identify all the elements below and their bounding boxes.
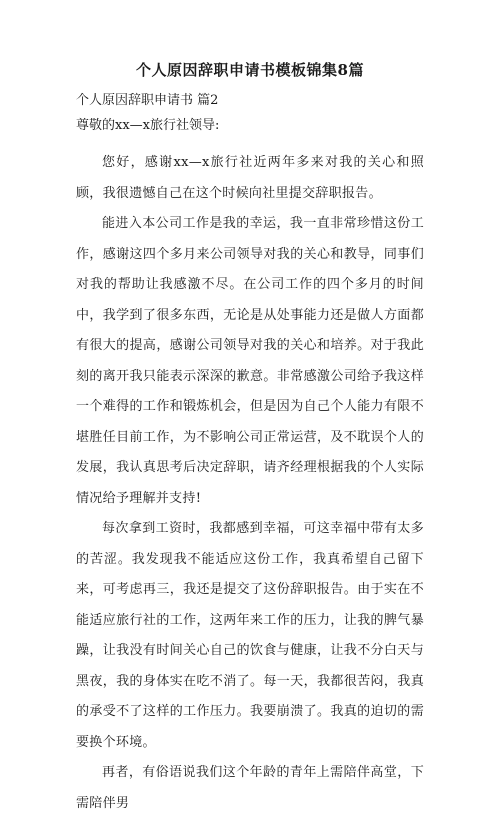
document-title: 个人原因辞职申请书模板锦集8篇 (136, 61, 364, 79)
paragraph-family: 再者，有俗语说我们这个年龄的青年上需陪伴高堂，下需陪伴男 (76, 765, 424, 811)
paragraph-reasons: 每次拿到工资时，我都感到幸福，可这幸福中带有太多的苦涩。我发现我不能适应这份工作，我真希望自己留下来，可考虑再三，我还是提交了这份辞职报告。由于实在不能适应旅行社的工作，这两年来工作的压力，让我的脾气暴躁，让我没有时间关心自己的饮食与健康，让我不分白天与黑夜，我的身体实在吃不消了。每一天，我都很苦闷，我真的承受不了这样的工作压力。我要崩溃了。我真的迫切的需要换个环境。 (76, 521, 424, 750)
paragraph-greeting: 您好，感谢xx—x旅行社近两年多来对我的关心和照顾，我很遗憾自己在这个时候向社里提交辞职报告。 (76, 155, 424, 201)
document-subtitle: 个人原因辞职申请书 篇2 (76, 93, 219, 108)
salutation: 尊敬的xx—x旅行社领导: (76, 118, 220, 133)
paragraph-gratitude: 能进入本公司工作是我的幸运，我一直非常珍惜这份工作，感谢这四个多月来公司领导对我的关心和教导，同事们对我的帮助让我感激不尽。在公司工作的四个多月的时间中，我学到了很多东西，无论是从处事能力还是做人方面都有很大的提高，感谢公司领导对我的关心和培养。对于我此刻的离开我只能表示深深的歉意。非常感激公司给予我这样一个难得的工作和锻炼机会，但是因为自己个人能力有限不堪胜任目前工作，为不影响公司正常运营，及不耽误个人的发展，我认真思考后决定辞职，请齐经理根据我的个人实际情况给予理解并支持! (76, 216, 424, 506)
